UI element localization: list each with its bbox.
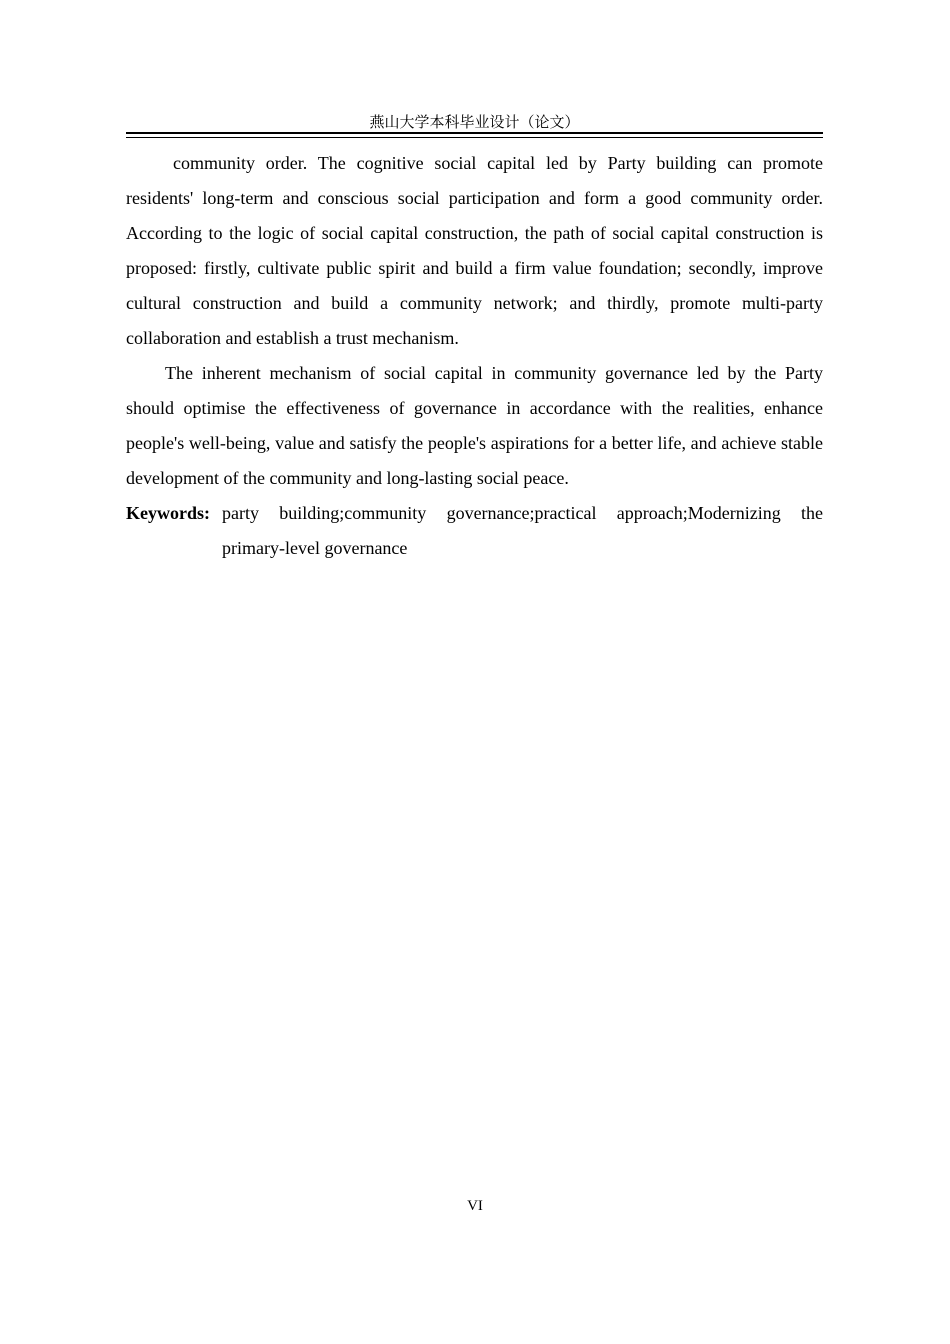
keywords-row bbox=[126, 496, 823, 566]
header-rule bbox=[126, 132, 823, 138]
abstract-body bbox=[126, 146, 823, 566]
abstract-paragraph-2: The inherent mechanism of social capital in community governance led by the Party should optimise the effectiveness of governance in accordance with the realities, enhance people's well-being, value and satisfy the people's aspirations for a better life, and achieve stable development of the community and long-lasting social peace. bbox=[126, 363, 823, 488]
keywords-label: Keywords: bbox=[126, 503, 210, 523]
keywords-value: party building;community governance;practical approach;Modernizing the primary-level governance bbox=[222, 503, 823, 558]
abstract-paragraph-1: community order. The cognitive social capital led by Party building can promote residents' long-term and conscious social participation and form a good community order. According to the logic of social capital construction, the path of social capital construction is proposed: firstly, cultivate public spirit and build a firm value foundation; secondly, improve cultural construction and build a community network; and thirdly, promote multi-party collaboration and establish a trust mechanism. bbox=[126, 153, 823, 348]
running-header: 燕山大学本科毕业设计（论文） bbox=[369, 113, 580, 131]
page-number: VI bbox=[467, 1198, 483, 1214]
